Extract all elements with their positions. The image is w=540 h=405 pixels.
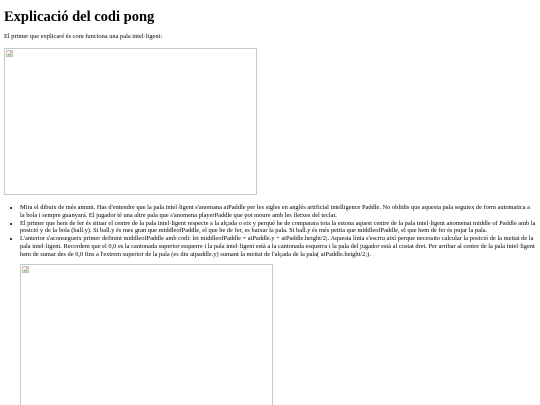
explanation-list <box>4 204 536 259</box>
broken-image-icon <box>22 266 29 273</box>
diagram-image-placeholder <box>4 48 257 195</box>
list-item: • L'anterior s'aconsegueix primer definint middleofPaddle amb codi: let middleofPaddle = aiPaddle.y + aiPaddle.height/2;. Aquesta línia s'escriu així perque necessito calcular la posició de la meitat de la pala intel·ligent. Recordem que el 0,0 es la cantonada superior esquerre i la pala intel·ligent està a la cantonada esquerra i la pala del jugador està al costat dret. Per arribar al centre de la pala intel·ligent hem de sumar des de 0,0 fins a l'extrem superior de la pala (es diu aipaddle.y) sumant la meitat de l'alçada de la pala( aiPaddle.height/2;). <box>20 235 536 258</box>
broken-image-icon <box>6 50 13 57</box>
page-title: Explicació del codi pong <box>4 9 155 25</box>
list-item: • El primer que hem de fer és situar el centre de la pala intel·ligent respecte a la alçada o eix y perqué he de comparara tota la estona aquest centre de la pala intel·ligent anomenat middle of Paddle amb la posició y de la bola (ball.y). Si ball.y és mes gran que middleofPaddle, el que he de fer, es baixar la pala. Si ball.y és més petita que middleofPaddle, el que hem de fer és pujar la pala. <box>20 220 536 236</box>
intro-paragraph: El primer que explicaré és com funciona una pala intel·ligent: <box>4 33 163 40</box>
code-image-placeholder <box>20 264 273 405</box>
list-item: • Mira el dibuix de més amunt. Has d'entendre que la pala intel·ligent s'anomana aiPaddle per les sigles en anglés artificial intelligence Paddle. No oblidis que aquesta pala seguiex de form automatica a la bola i sempre guanyará. El jugador té una altre pala que s'anomena playerPaddle que pot moure amb les fletxes del teclat. <box>20 204 536 220</box>
